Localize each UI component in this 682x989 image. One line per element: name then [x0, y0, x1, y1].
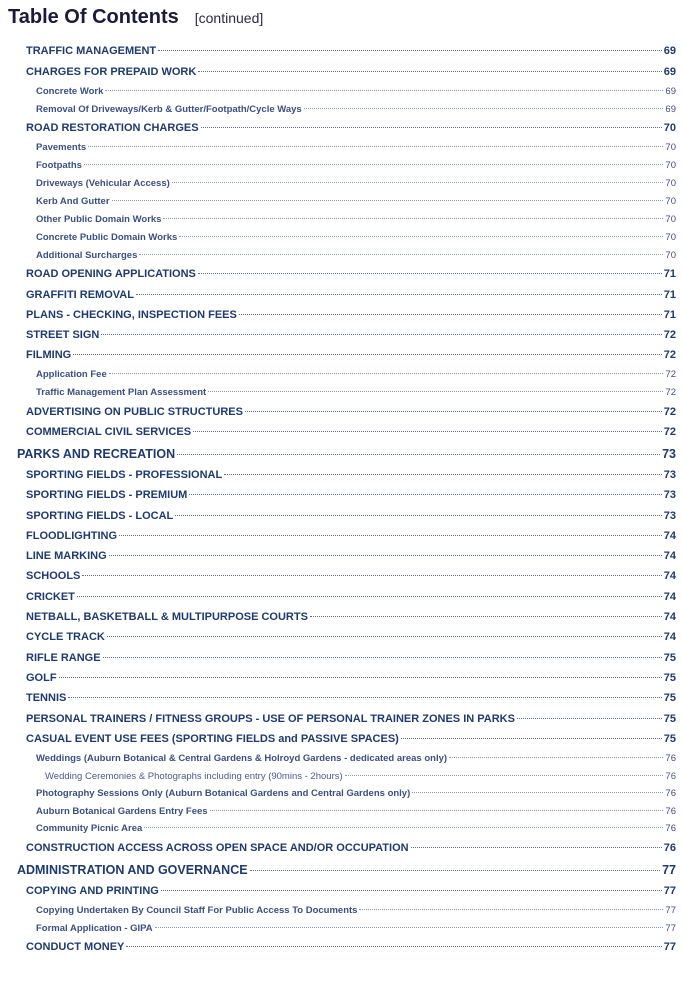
dot-leader	[224, 474, 662, 475]
toc-entry[interactable]	[36, 214, 676, 225]
toc-entry-label: ROAD RESTORATION CHARGES	[26, 122, 199, 134]
dot-leader	[155, 927, 664, 928]
dot-leader	[126, 946, 661, 947]
toc-entry-page-number: 73	[663, 469, 676, 481]
dot-leader	[310, 616, 662, 617]
toc-entry-page-number: 71	[663, 309, 676, 321]
toc-entry-page-number: 77	[663, 885, 676, 897]
toc-entry[interactable]	[45, 771, 676, 782]
toc-entry[interactable]	[26, 268, 676, 280]
toc-entry-page-number: 70	[663, 122, 676, 134]
toc-entry[interactable]	[36, 178, 676, 189]
dot-leader	[210, 810, 664, 811]
dot-leader	[304, 108, 664, 109]
dot-leader	[208, 391, 663, 392]
dot-leader	[59, 677, 662, 678]
toc-entry-page-number: 74	[663, 530, 676, 542]
toc-entry[interactable]	[26, 550, 676, 562]
toc-entry-label: Driveways (Vehicular Access)	[36, 178, 170, 189]
toc-entry-label: SPORTING FIELDS - LOCAL	[26, 510, 174, 522]
toc-entry[interactable]	[26, 692, 676, 704]
toc-entry-page-number: 72	[663, 406, 676, 418]
toc-entry-page-number: 72	[663, 329, 676, 341]
toc-entry-page-number: 71	[663, 289, 676, 301]
toc-entry-page-number: 75	[663, 733, 676, 745]
toc-entry[interactable]	[36, 196, 676, 207]
page-title: Table Of Contents	[8, 6, 179, 28]
toc-entry[interactable]	[26, 672, 676, 684]
dot-leader	[144, 827, 663, 828]
toc-entry[interactable]	[36, 753, 676, 764]
dot-leader	[345, 775, 664, 776]
dot-leader	[112, 200, 664, 201]
dot-leader	[177, 454, 660, 455]
toc-entry-page-number: 74	[663, 550, 676, 562]
toc-entry[interactable]	[36, 923, 676, 934]
toc-entry-label: FLOODLIGHTING	[26, 530, 118, 542]
toc-entry[interactable]	[26, 510, 676, 522]
toc-entry-label: PERSONAL TRAINERS / FITNESS GROUPS - USE OF PERSONAL TRAINER ZONES IN PARKS	[26, 713, 515, 725]
toc-entry[interactable]	[26, 941, 676, 953]
dot-leader	[245, 411, 662, 412]
toc-entry[interactable]	[36, 250, 676, 261]
toc-entry-label: FILMING	[26, 349, 72, 361]
toc-entry[interactable]	[26, 591, 676, 603]
toc-entry-page-number: 75	[663, 672, 676, 684]
dot-leader	[84, 164, 664, 165]
dot-leader	[107, 636, 662, 637]
dot-leader	[198, 273, 662, 274]
toc-entry-label: ADVERTISING ON PUBLIC STRUCTURES	[26, 406, 243, 418]
toc-entry-page-number: 70	[665, 214, 676, 225]
dot-leader	[517, 718, 662, 719]
toc-entry-label: Auburn Botanical Gardens Entry Fees	[36, 806, 208, 817]
toc-entry-page-number: 76	[665, 771, 676, 782]
dot-leader	[88, 146, 663, 147]
toc-entry[interactable]	[36, 788, 676, 799]
toc-entry-label: ROAD OPENING APPLICATIONS	[26, 268, 196, 280]
toc-entry-page-number: 77	[665, 905, 676, 916]
toc-entry-page-number: 74	[663, 570, 676, 582]
toc-entry[interactable]	[26, 122, 676, 134]
dot-leader	[109, 373, 664, 374]
toc-entry[interactable]	[26, 426, 676, 438]
toc-entry-label: SPORTING FIELDS - PREMIUM	[26, 489, 188, 501]
toc-entry[interactable]	[36, 160, 676, 171]
dot-leader	[250, 870, 661, 871]
dot-leader	[68, 697, 661, 698]
toc-entry[interactable]	[36, 823, 676, 834]
toc-entry-page-number: 70	[665, 250, 676, 261]
toc-entry-label: Removal Of Driveways/Kerb & Gutter/Footpath/Cycle Ways	[36, 104, 302, 115]
toc-entry-page-number: 72	[665, 369, 676, 380]
dot-leader	[449, 757, 663, 758]
toc-entry[interactable]	[26, 45, 676, 57]
dot-leader	[172, 182, 664, 183]
dot-leader	[77, 596, 662, 597]
dot-leader	[105, 90, 663, 91]
toc-entry-label: NETBALL, BASKETBALL & MULTIPURPOSE COURTS	[26, 611, 308, 623]
toc-entry[interactable]	[36, 387, 676, 398]
toc-entry[interactable]	[26, 349, 676, 361]
dot-leader	[103, 657, 662, 658]
dot-leader	[189, 494, 661, 495]
dot-leader	[411, 847, 662, 848]
toc-entry-label: CHARGES FOR PREPAID WORK	[26, 66, 197, 78]
toc-entry-label: STREET SIGN	[26, 329, 100, 341]
toc-entry-page-number: 71	[663, 268, 676, 280]
toc-entry[interactable]	[36, 86, 676, 97]
dot-leader	[158, 50, 662, 51]
toc-entry[interactable]	[26, 469, 676, 481]
toc-entry-page-number: 76	[665, 753, 676, 764]
toc-entry-page-number: 69	[665, 86, 676, 97]
toc-entry-page-number: 74	[663, 591, 676, 603]
dot-leader	[163, 218, 663, 219]
toc-entry-label: SPORTING FIELDS - PROFESSIONAL	[26, 469, 223, 481]
toc-entry[interactable]	[26, 885, 676, 897]
toc-entry-page-number: 75	[663, 652, 676, 664]
toc-entry[interactable]	[26, 652, 676, 664]
toc-entry[interactable]	[36, 232, 676, 243]
toc-entry-label: Application Fee	[36, 369, 107, 380]
toc-entry-page-number: 73	[663, 510, 676, 522]
toc-entry-page-number: 76	[665, 806, 676, 817]
toc-entry-page-number: 70	[665, 196, 676, 207]
toc-entry-page-number: 76	[665, 788, 676, 799]
toc-entry-page-number: 76	[665, 823, 676, 834]
toc-entry-label: TRAFFIC MANAGEMENT	[26, 45, 157, 57]
toc-entry-label: Community Picnic Area	[36, 823, 143, 834]
toc-entry-label: Footpaths	[36, 160, 82, 171]
toc-entry-label: COMMERCIAL CIVIL SERVICES	[26, 426, 192, 438]
toc-entry-label: ADMINISTRATION AND GOVERNANCE	[17, 863, 248, 877]
toc-entry[interactable]	[26, 713, 676, 725]
dot-leader	[198, 71, 661, 72]
toc-entry-label: CONDUCT MONEY	[26, 941, 125, 953]
toc-entry-label: CASUAL EVENT USE FEES (SPORTING FIELDS and PASSIVE SPACES)	[26, 733, 399, 745]
toc-entry-label: CRICKET	[26, 591, 75, 603]
dot-leader	[161, 890, 662, 891]
dot-leader	[179, 236, 663, 237]
dot-leader	[136, 294, 662, 295]
toc-entry[interactable]	[26, 309, 676, 321]
toc-entry-page-number: 72	[663, 426, 676, 438]
toc-entry[interactable]	[26, 406, 676, 418]
dot-leader	[73, 354, 662, 355]
toc-entry-page-number: 76	[663, 842, 676, 854]
toc-entry-label: TENNIS	[26, 692, 67, 704]
dot-leader	[412, 792, 663, 793]
toc-entry-page-number: 70	[665, 142, 676, 153]
dot-leader	[119, 535, 662, 536]
dot-leader	[82, 575, 661, 576]
toc-entry[interactable]	[17, 447, 676, 461]
toc-entry-page-number: 73	[662, 447, 676, 461]
dot-leader	[359, 909, 663, 910]
toc-entry-page-number: 70	[665, 178, 676, 189]
dot-leader	[175, 515, 661, 516]
toc-entry[interactable]	[26, 733, 676, 745]
toc-entry-page-number: 69	[665, 104, 676, 115]
toc-entry-label: CYCLE TRACK	[26, 631, 105, 643]
toc-entry[interactable]	[26, 842, 676, 854]
toc-entry-label: CONSTRUCTION ACCESS ACROSS OPEN SPACE AND/OR OCCUPATION	[26, 842, 409, 854]
toc-entry-label: Kerb And Gutter	[36, 196, 110, 207]
toc-entry-page-number: 77	[663, 941, 676, 953]
toc-entry-page-number: 73	[663, 489, 676, 501]
toc-entry-page-number: 72	[665, 387, 676, 398]
toc-entry-page-number: 69	[663, 45, 676, 57]
toc-entry-label: Weddings (Auburn Botanical & Central Gardens & Holroyd Gardens - dedicated areas only)	[36, 753, 448, 764]
toc-entry-label: RIFLE RANGE	[26, 652, 101, 664]
toc-entry-label: LINE MARKING	[26, 550, 107, 562]
toc-entry-page-number: 75	[663, 692, 676, 704]
toc-entry-label: Other Public Domain Works	[36, 214, 162, 225]
toc-entry-page-number: 77	[665, 923, 676, 934]
toc-entry[interactable]	[26, 489, 676, 501]
dot-leader	[139, 254, 663, 255]
toc-entry-label: SCHOOLS	[26, 570, 81, 582]
toc-entry-label: COPYING AND PRINTING	[26, 885, 159, 897]
toc-entry-label: Pavements	[36, 142, 87, 153]
toc-entry-label: Additional Surcharges	[36, 250, 138, 261]
toc-entry-label: GRAFFITI REMOVAL	[26, 289, 134, 301]
toc-entry-page-number: 74	[663, 611, 676, 623]
toc-entry[interactable]	[26, 289, 676, 301]
toc-entry-label: PLANS - CHECKING, INSPECTION FEES	[26, 309, 237, 321]
toc-entry[interactable]	[36, 104, 676, 115]
toc-entry-label: GOLF	[26, 672, 57, 684]
toc-entry-page-number: 75	[663, 713, 676, 725]
toc-entry-page-number: 70	[665, 232, 676, 243]
page-subtitle: [continued]	[194, 10, 264, 26]
toc-entry[interactable]	[26, 631, 676, 643]
toc-entry-page-number: 72	[663, 349, 676, 361]
dot-leader	[193, 431, 662, 432]
toc-entry[interactable]	[26, 611, 676, 623]
dot-leader	[401, 738, 662, 739]
dot-leader	[109, 555, 662, 556]
toc-entry[interactable]	[36, 806, 676, 817]
toc-entry-label: Wedding Ceremonies & Photographs including entry (90mins - 2hours)	[45, 771, 343, 782]
toc-entry[interactable]	[26, 66, 676, 78]
toc-entry-label: Concrete Work	[36, 86, 104, 97]
toc-entry-page-number: 74	[663, 631, 676, 643]
toc-entry[interactable]	[26, 329, 676, 341]
toc-entry[interactable]	[36, 369, 676, 380]
toc-entry[interactable]	[26, 570, 676, 582]
dot-leader	[101, 334, 661, 335]
toc-entry-label: Copying Undertaken By Council Staff For Public Access To Documents	[36, 905, 358, 916]
toc-entry-page-number: 77	[662, 863, 676, 877]
toc-entry[interactable]	[36, 142, 676, 153]
toc-entry-label: Traffic Management Plan Assessment	[36, 387, 207, 398]
toc-entry-label: Formal Application - GIPA	[36, 923, 153, 934]
dot-leader	[201, 127, 662, 128]
toc-entry-label: Concrete Public Domain Works	[36, 232, 178, 243]
dot-leader	[239, 314, 662, 315]
toc-entry[interactable]	[17, 863, 676, 877]
toc-entry-label: Photography Sessions Only (Auburn Botanical Gardens and Central Gardens only)	[36, 788, 411, 799]
toc-entry[interactable]	[36, 905, 676, 916]
toc-entry[interactable]	[26, 530, 676, 542]
toc-entry-label: PARKS AND RECREATION	[17, 447, 176, 461]
toc-entry-page-number: 69	[663, 66, 676, 78]
toc-entry-page-number: 70	[665, 160, 676, 171]
